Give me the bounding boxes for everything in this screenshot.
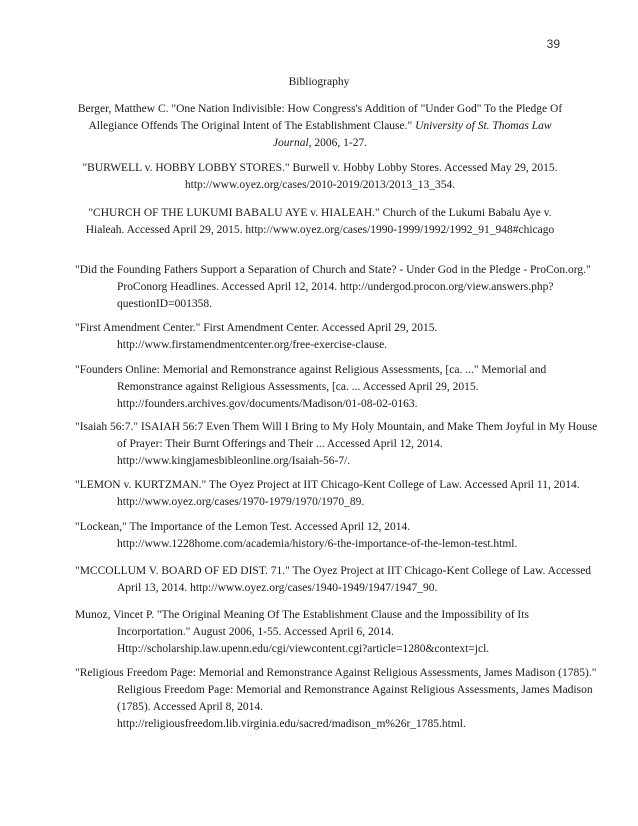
bib-entry-burwell: "BURWELL v. HOBBY LOBBY STORES." Burwell v. Hobby Lobby Stores. Accessed May 29, 2015. http://www.oyez.org/cases/2010-2019/2013/2013_13_354.: [82, 162, 558, 191]
bib-entry-lockean: "Lockean," The Importance of the Lemon Test. Accessed April 12, 2014. http://www.1228home.com/academia/history/6-the-importance-of-the-lemon-test.html.: [75, 521, 518, 550]
bib-entry-lukumi: "CHURCH OF THE LUKUMI BABALU AYE v. HIALEAH." Church of the Lukumi Babalu Aye v. Hialeah. Accessed April 29, 2015. http://www.oyez.org/cases/1990-1999/1992/1992_91_948#chicago: [85, 207, 555, 236]
bib-entry-founders-online: "Founders Online: Memorial and Remonstrance against Religious Assessments, [ca. ..." Memorial and Remonstrance against Religious Assessments, [ca. ... Accessed April 29, 2015. http://founders.archives.gov/documents/Madison/01-08-02-0163.: [75, 364, 547, 410]
bib-entry-mccollum: "MCCOLLUM V. BOARD OF ED DIST. 71." The Oyez Project at IIT Chicago-Kent College of Law. Accessed April 13, 2014. http://www.oyez.org/cases/1940-1949/1947/1947_90.: [75, 565, 592, 594]
bib-entry-isaiah: "Isaiah 56:7." ISAIAH 56:7 Even Them Will I Bring to My Holy Mountain, and Make Them Joyful in My House of Prayer: Their Burnt Offerings and Their ... Accessed April 12, 2014. http://www.kingjamesbibleonline.org/Isaiah-56-7/.: [75, 421, 598, 467]
page-number: 39: [546, 37, 560, 51]
bib-entry-text: Berger, Matthew C. "One Nation Indivisible: How Congress's Addition of "Under God" To the Pledge Of Allegiance Offends The Original Intent of The Establishment Clause.": [77, 103, 563, 132]
bib-entry-procon: "Did the Founding Fathers Support a Separation of Church and State? - Under God in the Pledge - ProCon.org." ProConorg Headlines. Accessed April 12, 2014. http://undergod.procon.org/view.answers.php?questionID=001358.: [75, 264, 591, 310]
bib-entry-berger: [72, 101, 568, 152]
bib-entry-munoz: Munoz, Vincet P. "The Original Meaning Of The Establishment Clause and the Impossibility of Its Incorportation." August 2006, 1-55. Accessed April 6, 2014. Http://scholarship.law.upenn.edu/cgi/viewcontent.cgi?article=1280&context=jcl.: [75, 609, 529, 655]
bib-entry-religious-freedom: "Religious Freedom Page: Memorial and Remonstrance Against Religious Assessments, James Madison (1785)." Religious Freedom Page: Memorial and Remonstrance Against Religious Assessments, James Madison (1785). Accessed April 8, 2014. http://religiousfreedom.lib.virginia.edu/sacred/madison_m%26r_1785.html.: [75, 667, 597, 730]
bib-entry-first-amendment: "First Amendment Center." First Amendment Center. Accessed April 29, 2015. http://www.firstamendmentcenter.org/free-exercise-clause.: [75, 322, 438, 351]
journal-title: University of St. Thomas Law Journal: [272, 120, 552, 149]
page-title: Bibliography: [288, 76, 350, 88]
bib-entry-text: , 2006, 1-27.: [308, 137, 368, 149]
bib-entry-lemon: "LEMON v. KURTZMAN." The Oyez Project at IIT Chicago-Kent College of Law. Accessed April 11, 2014. http://www.oyez.org/cases/1970-1979/1970/1970_89.: [75, 479, 580, 508]
